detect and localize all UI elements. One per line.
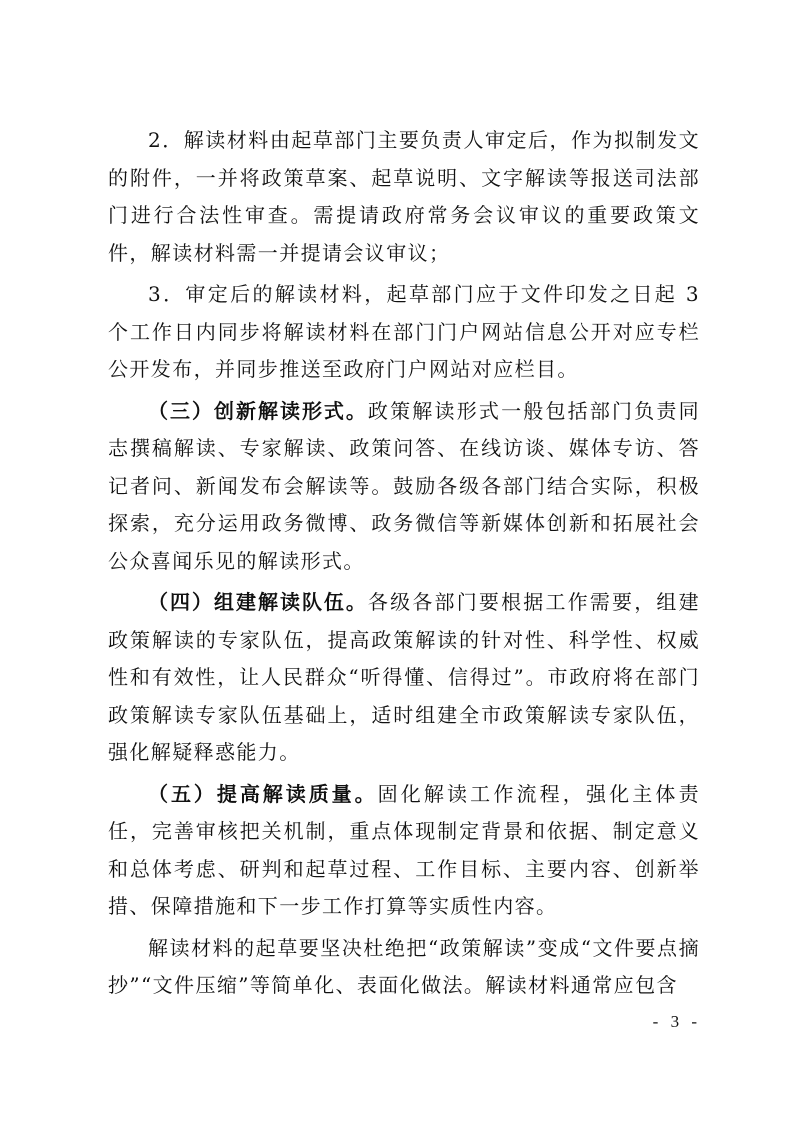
paragraph-text: 解读材料的起草要坚决杜绝把“政策解读”变成“文件要点摘抄”“文件压缩”等简单化、表面化做法。解读材料通常应包含	[108, 935, 700, 997]
paragraph-text: 固化解读工作流程，强化主体责任，完善审核把关机制，重点体现制定背景和依据、制定意义和总体考虑、研判和起草过程、工作目标、主要内容、创新举措、保障措施和下一步工作打算等实质性内容。	[108, 781, 700, 918]
section-heading: （四）组建解读队伍。	[148, 590, 368, 614]
paragraph-text: 各级各部门要根据工作需要，组建政策解读的专家队伍，提高政策解读的针对性、科学性、权威性和有效性，让人民群众“听得懂、信得过”。市政府将在部门政策解读专家队伍基础上，适时组建全市政策解读专家队伍，强化解疑释惑能力。	[108, 590, 701, 764]
paragraph-text: 3．审定后的解读材料，起草部门应于文件印发之日起 3 个工作日内同步将解读材料在部门门户网站信息公开对应专栏公开发布，并同步推送至政府门户网站对应栏目。	[108, 282, 700, 381]
section-heading: （五）提高解读质量。	[148, 781, 378, 806]
body-text	[108, 122, 700, 1009]
paragraph-improve-quality	[108, 776, 700, 926]
paragraph-text: 2．解读材料由起草部门主要负责人审定后，作为拟制发文的附件，一并将政策草案、起草说明、文字解读等报送司法部门进行合法性审查。需提请政府常务会议审议的重要政策文件，解读材料需一并提请会议审议；	[108, 128, 700, 265]
paragraph-text: 政策解读形式一般包括部门负责同志撰稿解读、专家解读、政策问答、在线访谈、媒体专访、答记者问、新闻发布会解读等。鼓励各级各部门结合实际，积极探索，充分运用政务微博、政务微信等新媒体创新和拓展社会公众喜闻乐见的解读形式。	[108, 398, 701, 573]
paragraph-build-team	[108, 584, 700, 772]
paragraph-item-2	[108, 122, 700, 272]
paragraph-item-3	[108, 276, 700, 389]
section-heading: （三）创新解读形式。	[148, 398, 368, 423]
paragraph-drafting-requirements	[108, 930, 700, 1005]
page-number: - 3 -	[652, 1012, 701, 1031]
paragraph-innovate-forms	[108, 393, 700, 581]
